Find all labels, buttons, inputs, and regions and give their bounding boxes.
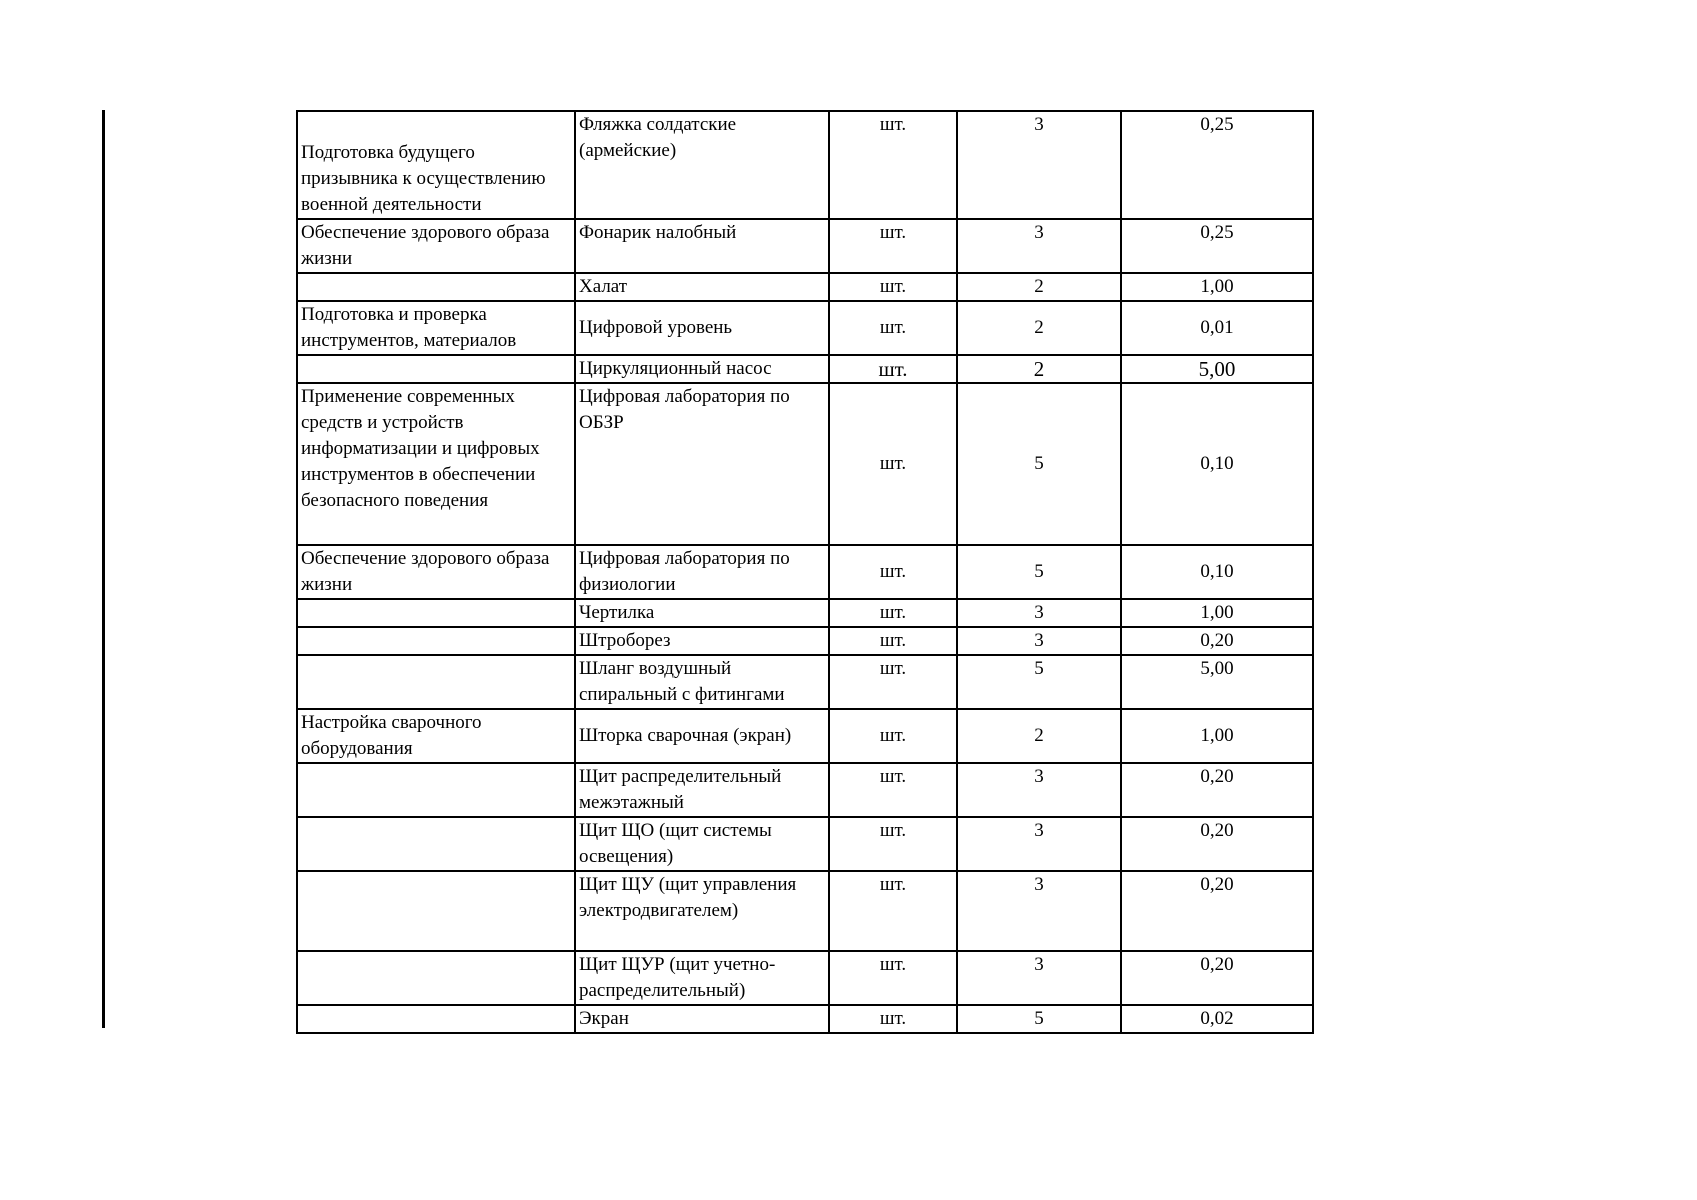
unit-cell: шт. [829,111,957,219]
table-row [297,355,1313,383]
norm-cell: 5,00 [1121,655,1313,709]
item-name-cell: Щит ЩО (щит системы освещения) [575,817,829,871]
table-row [297,817,1313,871]
norm-cell: 1,00 [1121,599,1313,627]
unit-cell: шт. [829,273,957,301]
topic-cell [297,599,575,627]
topic-cell [297,951,575,1005]
quantity-cell: 2 [957,301,1121,355]
norm-cell: 1,00 [1121,273,1313,301]
norm-cell: 0,01 [1121,301,1313,355]
quantity-cell: 5 [957,655,1121,709]
table-row [297,709,1313,763]
norm-cell: 5,00 [1121,355,1313,383]
table-row [297,763,1313,817]
quantity-cell: 5 [957,545,1121,599]
unit-cell: шт. [829,709,957,763]
norm-cell: 0,20 [1121,951,1313,1005]
topic-cell [297,355,575,383]
norm-cell: 0,10 [1121,383,1313,545]
unit-cell: шт. [829,627,957,655]
topic-cell [297,817,575,871]
item-name-cell: Халат [575,273,829,301]
table-row [297,871,1313,951]
topic-cell: Подготовка будущего призывника к осуществлению военной деятельности [297,111,575,219]
item-name-cell: Щит ЩУ (щит управления электродвигателем) [575,871,829,951]
item-name-cell: Щит ЩУР (щит учетно-распределительный) [575,951,829,1005]
topic-cell: Применение современных средств и устройств информатизации и цифровых инструментов в обеспечении безопасного поведения [297,383,575,545]
unit-cell: шт. [829,301,957,355]
quantity-cell: 5 [957,383,1121,545]
quantity-cell: 3 [957,763,1121,817]
item-name-cell: Штроборез [575,627,829,655]
item-name-cell: Фонарик налобный [575,219,829,273]
quantity-cell: 2 [957,709,1121,763]
item-name-cell: Экран [575,1005,829,1033]
item-name-cell: Фляжка солдатские (армейские) [575,111,829,219]
item-name-cell: Чертилка [575,599,829,627]
quantity-cell: 3 [957,111,1121,219]
topic-cell [297,763,575,817]
topic-cell [297,273,575,301]
item-name-cell: Шланг воздушный спиральный с фитингами [575,655,829,709]
table-row [297,655,1313,709]
equipment-table [296,110,1314,1034]
unit-cell: шт. [829,817,957,871]
topic-cell [297,871,575,951]
table-row [297,383,1313,545]
table-row [297,951,1313,1005]
page-margin-rule [102,110,105,1028]
norm-cell: 0,02 [1121,1005,1313,1033]
unit-cell: шт. [829,355,957,383]
quantity-cell: 2 [957,355,1121,383]
unit-cell: шт. [829,951,957,1005]
unit-cell: шт. [829,655,957,709]
unit-cell: шт. [829,599,957,627]
table-row [297,301,1313,355]
table-row [297,273,1313,301]
unit-cell: шт. [829,383,957,545]
norm-cell: 0,20 [1121,871,1313,951]
norm-cell: 0,20 [1121,763,1313,817]
item-name-cell: Цифровой уровень [575,301,829,355]
table-row [297,599,1313,627]
topic-cell: Обеспечение здорового образа жизни [297,219,575,273]
quantity-cell: 2 [957,273,1121,301]
norm-cell: 0,20 [1121,627,1313,655]
item-name-cell: Шторка сварочная (экран) [575,709,829,763]
quantity-cell: 3 [957,599,1121,627]
quantity-cell: 5 [957,1005,1121,1033]
norm-cell: 0,10 [1121,545,1313,599]
topic-cell: Настройка сварочного оборудования [297,709,575,763]
table-row [297,627,1313,655]
norm-cell: 0,25 [1121,111,1313,219]
topic-cell [297,655,575,709]
norm-cell: 1,00 [1121,709,1313,763]
topic-cell [297,627,575,655]
unit-cell: шт. [829,219,957,273]
item-name-cell: Цифровая лаборатория по физиологии [575,545,829,599]
item-name-cell: Щит распределительный межэтажный [575,763,829,817]
item-name-cell: Цифровая лаборатория по ОБЗР [575,383,829,545]
unit-cell: шт. [829,763,957,817]
topic-cell: Подготовка и проверка инструментов, материалов [297,301,575,355]
quantity-cell: 3 [957,219,1121,273]
table-row [297,219,1313,273]
unit-cell: шт. [829,1005,957,1033]
item-name-cell: Циркуляционный насос [575,355,829,383]
table-row [297,1005,1313,1033]
table-row [297,111,1313,219]
unit-cell: шт. [829,545,957,599]
norm-cell: 0,20 [1121,817,1313,871]
table-row [297,545,1313,599]
quantity-cell: 3 [957,627,1121,655]
quantity-cell: 3 [957,817,1121,871]
norm-cell: 0,25 [1121,219,1313,273]
quantity-cell: 3 [957,871,1121,951]
unit-cell: шт. [829,871,957,951]
topic-cell [297,1005,575,1033]
quantity-cell: 3 [957,951,1121,1005]
topic-cell: Обеспечение здорового образа жизни [297,545,575,599]
